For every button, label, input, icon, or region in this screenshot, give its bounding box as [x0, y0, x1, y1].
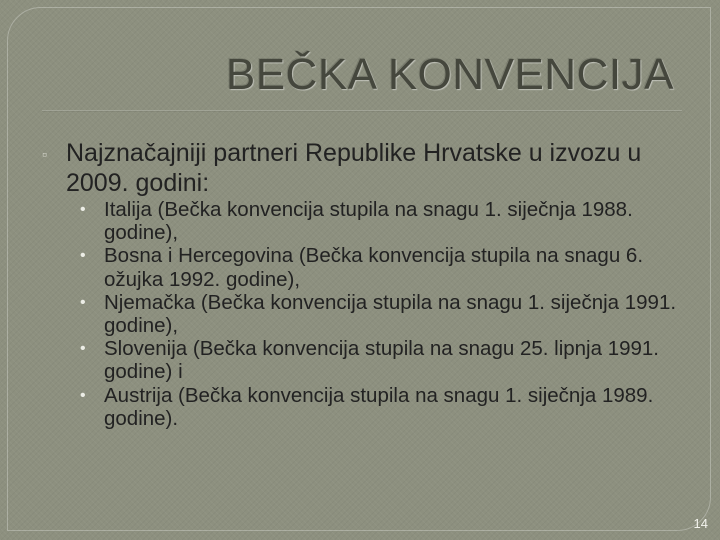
- main-point: [42, 138, 692, 198]
- title-divider: [42, 110, 682, 112]
- bullet-icon: •: [80, 340, 86, 358]
- list-item-text: Austrija (Bečka konvencija stupila na snagu 1. siječnja 1989. godine).: [104, 383, 654, 430]
- list-item: [80, 337, 690, 383]
- list-item-text: Italija (Bečka konvencija stupila na snagu 1. siječnja 1988. godine),: [104, 198, 633, 245]
- list-item-text: Bosna i Hercegovina (Bečka konvencija stupila na snagu 6. ožujka 1992. godine),: [104, 244, 644, 291]
- list-item-text: Slovenija (Bečka konvencija stupila na snagu 25. lipnja 1991. godine) i: [104, 337, 660, 384]
- list-item: [80, 198, 690, 244]
- list-item: [80, 291, 690, 337]
- page-number: 14: [693, 516, 708, 531]
- bullet-icon: •: [80, 247, 86, 265]
- list-item: [80, 244, 690, 290]
- bullet-icon: •: [80, 386, 86, 404]
- slide-title: BEČKA KONVENCIJA: [225, 50, 674, 99]
- partner-list: [80, 198, 690, 430]
- main-bullet-icon: ▫: [42, 146, 47, 162]
- bullet-icon: •: [80, 201, 86, 218]
- list-item-text: Njemačka (Bečka konvencija stupila na snagu 1. siječnja 1991. godine),: [104, 290, 677, 338]
- main-point-text: Najznačajniji partneri Republike Hrvatske u izvozu u 2009. godini:: [66, 139, 642, 197]
- list-item: [80, 384, 690, 430]
- bullet-icon: •: [80, 293, 86, 311]
